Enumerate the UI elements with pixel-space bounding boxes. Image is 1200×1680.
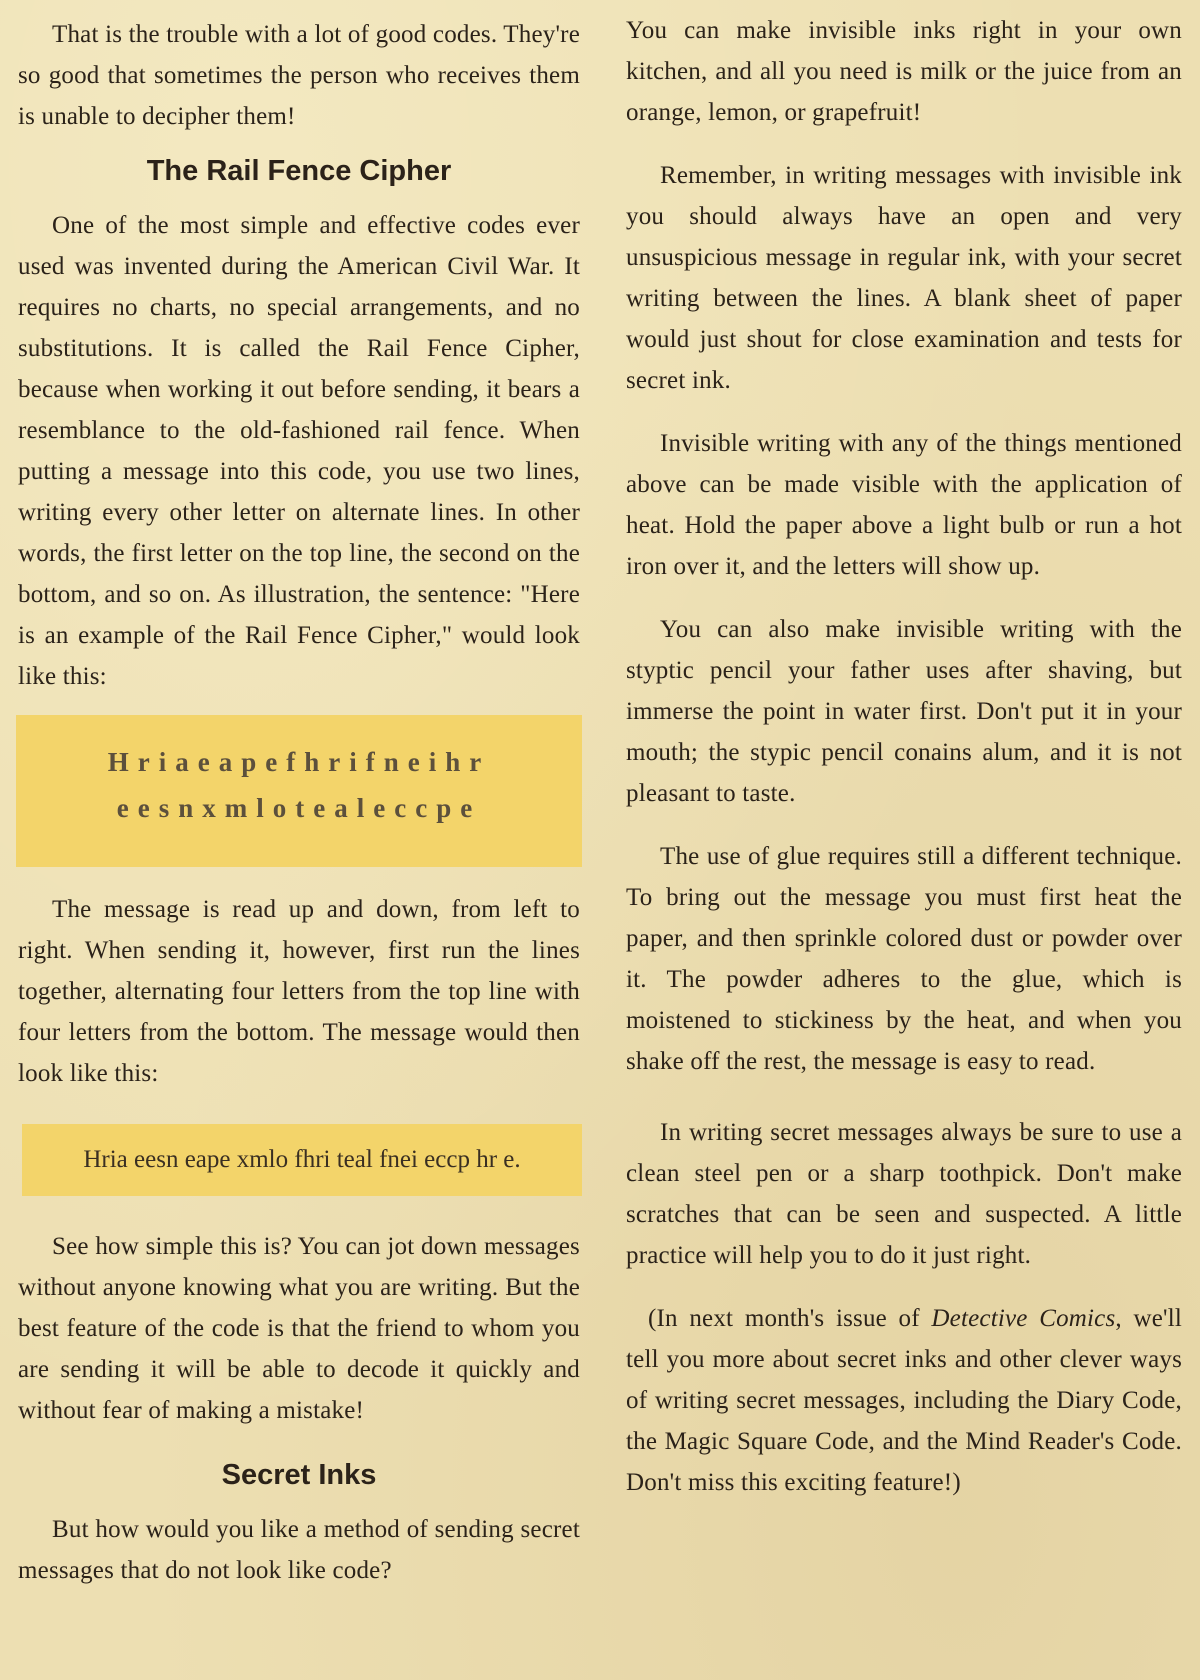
next-issue-note <box>626 1298 1182 1503</box>
joined-cipher-text: Hria eesn eape xmlo fhri teal fnei eccp hr e. <box>83 1146 521 1173</box>
steel-pen-paragraph: In writing secret messages always be sure to use a clean steel pen or a sharp toothpick. Don't make scratches that can be seen and suspected. A little practice will help you to do it just right. <box>626 1119 1182 1269</box>
heat-paragraph: Invisible writing with any of the things mentioned above can be made visible with the application of heat. Hold the paper above a light bulb or run a hot iron over it, and the letters will show up. <box>626 430 1182 580</box>
cipher-top-line: Hriaeapefhrifneihr <box>107 747 491 777</box>
note-comic-title: Detective Comics <box>931 1305 1116 1332</box>
rail-fence-heading: The Rail Fence Cipher <box>146 155 452 187</box>
note-start-text: (In next month's issue of <box>648 1305 932 1332</box>
rail-fence-paragraph: One of the most simple and effective codes ever used was invented during the American Civil War. It requires no charts, no special arrangements, and no substitutions. It is called the Rail Fence Cipher, because when working it out before sending, it bears a resemblance to the old-fashioned rail fence. When putting a message into this code, you use two lines, writing every other letter on alternate lines. In other words, the first letter on the top line, the second on the bottom, and so on. As illustration, the sentence: "Here is an example of the Rail Fence Cipher," would look like this: <box>18 212 580 690</box>
left-column <box>18 0 580 1591</box>
read-up-down-paragraph: The message is read up and down, from left to right. When sending it, however, first run the lines together, alternating four letters from the top line with four letters from the bottom. The message would then look like this: <box>18 896 580 1087</box>
secret-inks-paragraph: But how would you like a method of sending secret messages that do not look like code? <box>18 1516 580 1584</box>
cipher-bottom-line: eesnxmlotealeccpe <box>116 793 482 823</box>
remember-paragraph: Remember, in writing messages with invisible ink you should always have an open and very unsuspicious message in regular ink, with your secret writing between the lines. A blank sheet of paper would just shout for close examination and tests for secret ink. <box>626 162 1182 394</box>
note-end-text: , we'll tell you more about secret inks and other clever ways of writing secret messages, including the Diary Code, the Magic Square Code, and the Mind Reader's Code. Don't miss this exciting feature!) <box>626 1305 1182 1496</box>
glue-paragraph: The use of glue requires still a different technique. To bring out the message you must first heat the paper, and then sprinkle colored dust or powder over it. The powder adheres to the glue, which is moistened to stickiness by the heat, and when you shake off the rest, the message is easy to read. <box>626 843 1182 1075</box>
secret-inks-heading: Secret Inks <box>221 1459 377 1491</box>
styptic-pencil-paragraph: You can also make invisible writing with the styptic pencil your father uses after shaving, but immerse the point in water first. Don't put it in your mouth; the stypic pencil conains alum, and it is not pleasant to taste. <box>626 616 1182 807</box>
kitchen-inks-paragraph: You can make invisible inks right in your own kitchen, and all you need is milk or the juice from an orange, lemon, or grapefruit! <box>626 17 1182 126</box>
joined-cipher-box <box>22 1124 582 1196</box>
two-line-cipher-box <box>16 715 582 867</box>
intro-paragraph: That is the trouble with a lot of good codes. They're so good that sometimes the person who receives them is unable to decipher them! <box>18 21 580 130</box>
right-column <box>626 0 1182 1503</box>
simple-code-paragraph: See how simple this is? You can jot down messages without anyone knowing what you are writing. But the best feature of the code is that the friend to whom you are sending it will be able to decode it quickly and without fear of making a mistake! <box>18 1233 580 1424</box>
